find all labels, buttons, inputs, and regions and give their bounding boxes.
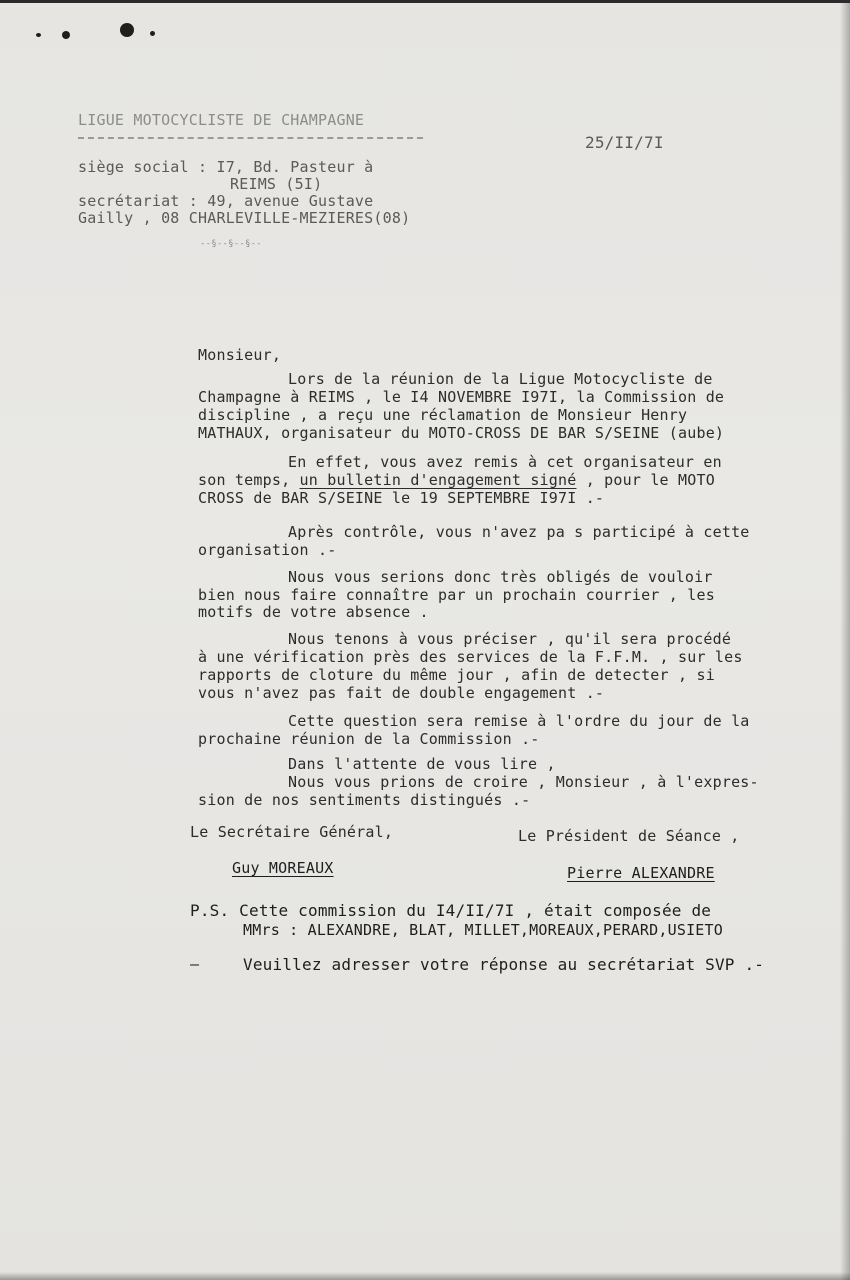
punch-mark — [120, 23, 134, 37]
siege-line-2: REIMS (5I) — [230, 175, 323, 193]
president-title: Le Président de Séance , — [518, 827, 740, 845]
closing-line: sion de nos sentiments distingués .- — [198, 791, 531, 809]
p2-underlined-phrase: un bulletin d'engagement signé — [299, 471, 577, 489]
org-name: LIGUE MOTOCYCLISTE DE CHAMPAGNE — [78, 111, 365, 129]
page-edge-shadow — [840, 3, 850, 1280]
p1-line: Lors de la réunion de la Ligue Motocycliste de — [288, 370, 713, 388]
letter-date: 25/II/7I — [585, 133, 664, 152]
p2-line — [198, 471, 715, 489]
siege-line-1: siège social : I7, Bd. Pasteur à — [78, 158, 374, 176]
secretary-title: Le Secrétaire Général, — [190, 823, 394, 841]
secretariat-line-1: secrétariat : 49, avenue Gustave — [78, 192, 374, 210]
ps-dash: — — [190, 955, 200, 973]
header-rule — [78, 137, 423, 139]
president-name: Pierre ALEXANDRE — [567, 864, 715, 882]
closing-line: Dans l'attente de vous lire , — [288, 755, 556, 773]
p4-line: motifs de votre absence . — [198, 603, 429, 621]
p6-line: Cette question sera remise à l'ordre du jour de la — [288, 712, 750, 730]
p4-line: Nous vous serions donc très obligés de vouloir — [288, 568, 713, 586]
p2-suffix: , pour le MOTO — [576, 471, 715, 489]
p2-prefix: son temps, — [198, 471, 300, 489]
p5-line: vous n'avez pas fait de double engagement .- — [198, 684, 605, 702]
p1-line: Champagne à REIMS , le I4 NOVEMBRE I97I, la Commission de — [198, 388, 725, 406]
p3-line: Après contrôle, vous n'avez pa s participé à cette — [288, 523, 750, 541]
closing-line: Nous vous prions de croire , Monsieur , à l'expres- — [288, 773, 759, 791]
punch-mark — [36, 33, 41, 37]
p1-line: discipline , a reçu une réclamation de Monsieur Henry — [198, 406, 688, 424]
p3-line: organisation .- — [198, 541, 337, 559]
ps-line-1: P.S. Cette commission du I4/II/7I , était composée de — [190, 901, 712, 920]
p5-line: Nous tenons à vous préciser , qu'il sera procédé — [288, 630, 732, 648]
header-separator: --§--§--§-- — [200, 239, 262, 249]
salutation: Monsieur, — [198, 346, 282, 364]
page-bottom-shadow — [0, 1272, 850, 1280]
p2-line: CROSS de BAR S/SEINE le 19 SEPTEMBRE I97I .- — [198, 489, 605, 507]
ps-line-3: Veuillez adresser votre réponse au secrétariat SVP .- — [243, 955, 765, 974]
p5-line: rapports de cloture du même jour , afin de detecter , si — [198, 666, 715, 684]
ps-line-2: MMrs : ALEXANDRE, BLAT, MILLET,MOREAUX,PERARD,USIETO — [243, 921, 723, 939]
p6-line: prochaine réunion de la Commission .- — [198, 730, 540, 748]
secretariat-line-2: Gailly , 08 CHARLEVILLE-MEZIERES(08) — [78, 209, 411, 227]
p5-line: à une vérification près des services de la F.F.M. , sur les — [198, 648, 743, 666]
p1-line: MATHAUX, organisateur du MOTO-CROSS DE BAR S/SEINE (aube) — [198, 424, 725, 442]
p4-line: bien nous faire connaître par un prochain courrier , les — [198, 586, 715, 604]
secretary-name: Guy MOREAUX — [232, 859, 334, 877]
punch-mark — [150, 31, 155, 36]
punch-mark — [62, 31, 70, 39]
p2-line: En effet, vous avez remis à cet organisateur en — [288, 453, 722, 471]
